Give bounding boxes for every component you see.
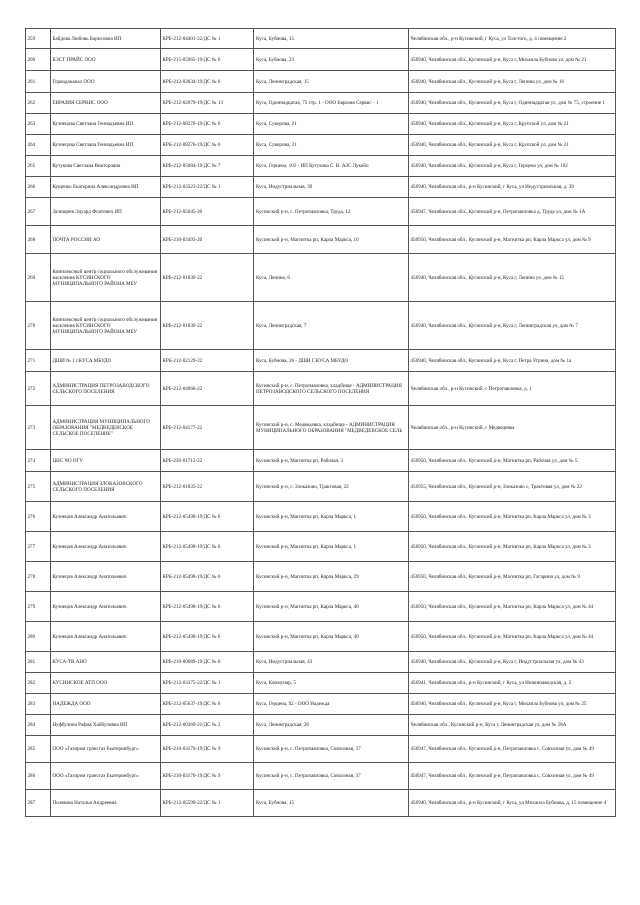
- table-row: [26, 114, 616, 135]
- row-number-cell: 279: [26, 592, 51, 622]
- registry-code-cell: КРБ-212-02129-22: [161, 350, 254, 372]
- registry-code-cell: КРБ-212-03323-22/ДС № 1: [161, 177, 254, 198]
- organization-name-cell: ООО «Газпром трансгаз Екатеринбург»: [51, 763, 161, 790]
- row-number-cell: 271: [26, 350, 51, 372]
- table-row: [26, 406, 616, 450]
- organization-name-cell: Горводоканал ООО: [51, 71, 161, 93]
- registry-code-cell: КРБ-210-03170-19/ДС № 9: [161, 736, 254, 763]
- registry-code-cell: КРБ-212-02634-19/ДС № 6: [161, 71, 254, 93]
- legal-address-cell: 456940, Челябинская обл., Кусинский р-н, Куса г, Индустриальная ул, дом № 43: [409, 652, 616, 673]
- legal-address-cell: 456940, Челябинская обл., Кусинский р-н, Куса г, Петра Угрина, дом № 1а: [409, 350, 616, 372]
- object-address-cell: Кусинский р-н, с. Петропавловка, Совхозная, 37: [254, 736, 409, 763]
- organization-name-cell: ДШИ № 1 г.КУСА МБУДО: [51, 350, 161, 372]
- table-row: [26, 450, 616, 472]
- registry-code-cell: КРБ-212-05498-19/ДС № 6: [161, 532, 254, 562]
- registry-code-cell: КРБ-212-05498-19/ДС № 6: [161, 562, 254, 592]
- organization-name-cell: ПОЧТА РОССИИ АО: [51, 226, 161, 254]
- object-address-cell: Куса, Ленинградская, 15: [254, 71, 409, 93]
- organization-name-cell: ООО «Газпром трансгаз Екатеринбург»: [51, 736, 161, 763]
- legal-address-cell: 456940, Челябинская обл., Кусинский р-н, Куса г, Герцена ул, дом № 102: [409, 156, 616, 177]
- row-number-cell: 284: [26, 715, 51, 736]
- legal-address-cell: 456940, Челябинская обл., Кусинский р-н, Куса г, Михаила Бубнова ул, дом № 21: [409, 49, 616, 71]
- legal-address-cell: 456940, Челябинская обл., Кусинский р-н, Куса г, Ленина ул, дом № 16: [409, 71, 616, 93]
- organization-name-cell: АДМИНИСТРАЦИЯ ЗЛОКАЗОВСКОГО СЕЛЬСКОГО ПОСЕЛЕНИЯ: [51, 472, 161, 502]
- legal-address-cell: 456947, Челябинская обл., Кусинский р-н, Петропавловка д, Труда ул, дом № 1А: [409, 198, 616, 226]
- table-row: [26, 226, 616, 254]
- object-address-cell: Куса, Бубнова, 23: [254, 49, 409, 71]
- row-number-cell: 270: [26, 302, 51, 350]
- legal-address-cell: 456940, Челябинская обл., р-н Кусинский, г Куса, ул Индустриальная, д. 39: [409, 177, 616, 198]
- object-address-cell: Куса, Ленинградская, 7: [254, 302, 409, 350]
- registry-code-cell: КРБ-212-05599-22/ДС № 1: [161, 790, 254, 817]
- organization-name-cell: АДМИНИСТРАЦИЯ МУНИЦИПАЛЬНОГО ОБРАЗОВАНИЯ "МЕДВЕДЕВСКОЕ СЕЛЬСКОЕ ПОСЕЛЕНИЕ": [51, 406, 161, 450]
- row-number-cell: 265: [26, 156, 51, 177]
- registry-code-cell: КРБ-212-04177-22: [161, 406, 254, 450]
- legal-address-cell: 456940, Челябинская обл., Кусинский р-н, Куса г, Крупской ул, дом № 21: [409, 135, 616, 156]
- object-address-cell: Кусинский р-н, Магнитка рп, Карла Маркса, 1: [254, 502, 409, 532]
- registry-code-cell: КРБ-212-08276-19/ДС № 6: [161, 114, 254, 135]
- table-row: [26, 29, 616, 49]
- object-address-cell: Куса, Ленинградская, 26: [254, 715, 409, 736]
- registry-code-cell: КРБ-210-00689-19/ДС № 6: [161, 652, 254, 673]
- object-address-cell: Куса, Герцена, 102 - ИП Кутукова С. В. АЗС Лукойл: [254, 156, 409, 177]
- table-row: [26, 673, 616, 694]
- registry-code-cell: КРБ-212-04401-22/ДС № 1: [161, 29, 254, 49]
- row-number-cell: 261: [26, 71, 51, 93]
- registry-table: [25, 28, 616, 817]
- row-number-cell: 273: [26, 406, 51, 450]
- object-address-cell: Куса, Коммунар, 5: [254, 673, 409, 694]
- table-row: [26, 156, 616, 177]
- table-row: [26, 592, 616, 622]
- legal-address-cell: 456950, Челябинская обл., Кусинский р-н, Магнитка рп, Карла Маркса ул, дом № 3: [409, 532, 616, 562]
- organization-name-cell: Кутукова Светлана Викторовна: [51, 156, 161, 177]
- organization-name-cell: Полякова Наталья Андреевна: [51, 790, 161, 817]
- object-address-cell: Куса, Герцена, 92 - ООО Надежда: [254, 694, 409, 715]
- object-address-cell: Куса, Бубнова, 15: [254, 29, 409, 49]
- row-number-cell: 275: [26, 472, 51, 502]
- organization-name-cell: Кузнецова Светлана Геннадьевна ИП: [51, 114, 161, 135]
- object-address-cell: Куса, Ленина, 6: [254, 254, 409, 302]
- legal-address-cell: Челябинская обл., р-н Кусинский, с Петропавловка, д. 1: [409, 372, 616, 406]
- object-address-cell: Кусинский р-н, с. Петропавловка, Труда, 12: [254, 198, 409, 226]
- organization-name-cell: Кузнецов Александр Анатольевич: [51, 622, 161, 652]
- registry-code-cell: КРБ-212-05045-20: [161, 198, 254, 226]
- table-row: [26, 652, 616, 673]
- table-row: [26, 372, 616, 406]
- table-row: [26, 302, 616, 350]
- row-number-cell: 277: [26, 532, 51, 562]
- table-row: [26, 198, 616, 226]
- row-number-cell: 281: [26, 652, 51, 673]
- object-address-cell: Куса, Одиннадцатая, 75 стр. 1 - ООО Евразия Сервис - 1: [254, 93, 409, 114]
- organization-name-cell: АДМИНИСТРАЦИЯ ПЕТРОЗАВОДСКОГО СЕЛЬСКОГО ПОСЕЛЕНИЯ: [51, 372, 161, 406]
- row-number-cell: 283: [26, 694, 51, 715]
- table-row: [26, 763, 616, 790]
- legal-address-cell: 456941, Челябинская обл., р-н Кусинский, г Куса, ул Нижнезаводская, д. 2: [409, 673, 616, 694]
- table-row: [26, 694, 616, 715]
- legal-address-cell: 456950, Челябинская обл., Кусинский р-н, Магнитка рп, Рабочая ул, дом № 5: [409, 450, 616, 472]
- object-address-cell: Кусинский р-н, Магнитка рп, Рабочая, 3: [254, 450, 409, 472]
- legal-address-cell: 456947, Челябинская обл., Кусинский р-н, Петропавловка с, Совхозная ул, дом № 49: [409, 736, 616, 763]
- row-number-cell: 280: [26, 622, 51, 652]
- registry-code-cell: КРБ-212-01835-22: [161, 472, 254, 502]
- legal-address-cell: 456947, Челябинская обл., Кусинский р-н, Петропавловка с, Совхозная ул, дом № 49: [409, 763, 616, 790]
- row-number-cell: 266: [26, 177, 51, 198]
- legal-address-cell: Челябинская обл., р-н Кусинский, с Медведевка: [409, 406, 616, 450]
- table-row: [26, 562, 616, 592]
- registry-code-cell: КРБ-212-04066-22: [161, 372, 254, 406]
- object-address-cell: Кусинский р-н, с. Злоказово, Трактовая, 22: [254, 472, 409, 502]
- legal-address-cell: 456940, Челябинская обл., Кусинский р-н, Куса г, Михаила Бубнова ул, дом № 25: [409, 694, 616, 715]
- table-row: [26, 254, 616, 302]
- organization-name-cell: Байдова Любовь Борисовна ИП: [51, 29, 161, 49]
- legal-address-cell: 456940, Челябинская обл., Кусинский р-н, Куса г, Одиннадцатая ул, дом № 75, строение 1: [409, 93, 616, 114]
- row-number-cell: 285: [26, 736, 51, 763]
- organization-name-cell: КУСИНСКОЕ АТП ООО: [51, 673, 161, 694]
- organization-name-cell: ЕВРАЗИЯ СЕРВИС ООО: [51, 93, 161, 114]
- object-address-cell: Куса, Суворова, 21: [254, 135, 409, 156]
- table-row: [26, 502, 616, 532]
- row-number-cell: 263: [26, 114, 51, 135]
- registry-code-cell: КРБ-212-01830-22: [161, 254, 254, 302]
- table-row: [26, 93, 616, 114]
- organization-name-cell: Кузнецов Александр Анатольевич: [51, 502, 161, 532]
- row-number-cell: 262: [26, 93, 51, 114]
- row-number-cell: 278: [26, 562, 51, 592]
- legal-address-cell: 456940, Челябинская обл., Кусинский р-н, Куса г, Крупской ул, дом № 21: [409, 114, 616, 135]
- registry-code-cell: КРБ-212-05498-19/ДС № 6: [161, 502, 254, 532]
- table-row: [26, 135, 616, 156]
- table-row: [26, 622, 616, 652]
- object-address-cell: Кусинский р-н, Магнитка рп, Карла Маркса, 10: [254, 226, 409, 254]
- organization-name-cell: Кузнецов Александр Анатольевич: [51, 562, 161, 592]
- row-number-cell: 287: [26, 790, 51, 817]
- row-number-cell: 260: [26, 49, 51, 71]
- organization-name-cell: Кущенко Екатерина Александровна ИП: [51, 177, 161, 198]
- registry-code-cell: КРБ-212-00369-21/ДС № 2: [161, 715, 254, 736]
- legal-address-cell: 456950, Челябинская обл., Кусинский р-н, Магнитка рп, Карла Маркса ул, дом № 44: [409, 622, 616, 652]
- row-number-cell: 259: [26, 29, 51, 49]
- legal-address-cell: 456950, Челябинская обл., Кусинский р-н, Магнитка рп, Гагарина ул, дом № 9: [409, 562, 616, 592]
- object-address-cell: Кусинский р-н, с. Петропавловка, Совхозная, 37: [254, 763, 409, 790]
- organization-name-cell: Комплексный центр социального обслуживания населения КУСИНСКОГО МУНИЦИПАЛЬНОГО РАЙОНА МБУ: [51, 302, 161, 350]
- table-row: [26, 71, 616, 93]
- legal-address-cell: 456940, Челябинская обл., Кусинский р-н, Куса г, Ленина ул, дом № 15: [409, 254, 616, 302]
- table-row: [26, 715, 616, 736]
- registry-rows: [26, 29, 616, 817]
- row-number-cell: 282: [26, 673, 51, 694]
- object-address-cell: Куса, Суворова, 21: [254, 114, 409, 135]
- registry-code-cell: КРБ-212-05498-19/ДС № 6: [161, 622, 254, 652]
- organization-name-cell: Нуфбулина Рафия Хайбуловна ИП: [51, 715, 161, 736]
- row-number-cell: 276: [26, 502, 51, 532]
- registry-code-cell: КРБ-212-08276-19/ДС № 6: [161, 135, 254, 156]
- legal-address-cell: 456950, Челябинская обл., Кусинский р-н, Магнитка рп, Карла Маркса ул, дом № 44: [409, 592, 616, 622]
- object-address-cell: Куса, Бубнова, 15: [254, 790, 409, 817]
- object-address-cell: Куса, Бубнова, 26 - ДШИ Г.КУСА МБУДО: [254, 350, 409, 372]
- registry-code-cell: КРБ-212-02079-19/ДС № 13: [161, 93, 254, 114]
- registry-code-cell: КРБ-212-05637-19/ДС № 6: [161, 694, 254, 715]
- organization-name-cell: КУСА-ТВ АНО: [51, 652, 161, 673]
- table-row: [26, 350, 616, 372]
- registry-code-cell: КРБ-212-01830-22: [161, 302, 254, 350]
- organization-name-cell: Кузнецов Александр Анатольевич: [51, 592, 161, 622]
- table-row: [26, 472, 616, 502]
- organization-name-cell: ЦНС ЧО ОГУ: [51, 450, 161, 472]
- object-address-cell: Куса, Индустриальная, 39: [254, 177, 409, 198]
- table-row: [26, 532, 616, 562]
- registry-code-cell: КРБ-210-03170-19/ДС № 9: [161, 763, 254, 790]
- organization-name-cell: Кузнецов Александр Анатольевич: [51, 532, 161, 562]
- organization-name-cell: НАДЕЖДА ООО: [51, 694, 161, 715]
- registry-code-cell: КРБ-212-03375-22/ДС № 1: [161, 673, 254, 694]
- legal-address-cell: Челябинская обл., р-н Кусинский, г Куса, ул Толстого, д. 4 помещение 2: [409, 29, 616, 49]
- registry-code-cell: КРБ-236-01712-22: [161, 450, 254, 472]
- object-address-cell: Кусинский р-н, Магнитка рп, Карла Маркса, 1: [254, 532, 409, 562]
- row-number-cell: 286: [26, 763, 51, 790]
- row-number-cell: 272: [26, 372, 51, 406]
- table-row: [26, 49, 616, 71]
- organization-name-cell: Комплексный центр социального обслуживания населения КУСИНСКОГО МУНИЦИПАЛЬНОГО РАЙОНА МБУ: [51, 254, 161, 302]
- legal-address-cell: 456940, Челябинская обл., р-н Кусинский, г Куса, ул Михаила Бубнова, д. 15 помещение 4: [409, 790, 616, 817]
- organization-name-cell: БЭСТ ПРАЙС ООО: [51, 49, 161, 71]
- row-number-cell: 268: [26, 226, 51, 254]
- registry-code-cell: КРБ-210-03493-20: [161, 226, 254, 254]
- table-row: [26, 790, 616, 817]
- organization-name-cell: Кузнецова Светлана Геннадьевна ИП: [51, 135, 161, 156]
- registry-code-cell: КРБ-215-05965-19/ДС № 6: [161, 49, 254, 71]
- table-row: [26, 177, 616, 198]
- registry-code-cell: КРБ-212-05084-19/ДС № 7: [161, 156, 254, 177]
- row-number-cell: 267: [26, 198, 51, 226]
- row-number-cell: 269: [26, 254, 51, 302]
- table-row: [26, 736, 616, 763]
- legal-address-cell: 456955, Челябинская обл., Кусинский р-н, Злоказово с, Трактовая ул, дом № 22: [409, 472, 616, 502]
- legal-address-cell: 456950, Челябинская обл., Кусинский р-н, Магнитка рп, Карла Маркса ул, дом № 3: [409, 502, 616, 532]
- object-address-cell: Кусинский р-н, Магнитка рп, Карла Маркса, 29: [254, 562, 409, 592]
- legal-address-cell: 456950, Челябинская обл., Кусинский р-н, Магнитка рп, Карла Маркса ул, дом № 9: [409, 226, 616, 254]
- legal-address-cell: Челябинская обл., Кусинский р-н, Куса г, Ленинградская ул, дом № 28А: [409, 715, 616, 736]
- object-address-cell: Кусинский р-н, Магнитка рп, Карла Маркса, 40: [254, 622, 409, 652]
- registry-sheet: [25, 28, 615, 817]
- row-number-cell: 264: [26, 135, 51, 156]
- registry-code-cell: КРБ-212-05498-19/ДС № 6: [161, 592, 254, 622]
- legal-address-cell: 456940, Челябинская обл., Кусинский р-н, Куса г, Ленинградская ул, дом № 7: [409, 302, 616, 350]
- object-address-cell: Кусинский р-н, с. Медведевка, кладбище - АДМИНИСТРАЦИЯ МУНИЦИПАЛЬНОГО ОБРАЗОВАНИЯ "МЕДВЕДЕВСКОЕ СЕЛЬ: [254, 406, 409, 450]
- object-address-cell: Кусинский р-н, с. Петропавловка, кладбище - АДМИНИСТРАЦИЯ ПЕТРОЗАВОДСКОГО СЕЛЬСКОГО ПОСЕЛЕНИЯ: [254, 372, 409, 406]
- organization-name-cell: Залищнев Эдуард Фоатович ИП: [51, 198, 161, 226]
- object-address-cell: Куса, Индустриальная, 43: [254, 652, 409, 673]
- row-number-cell: 274: [26, 450, 51, 472]
- object-address-cell: Кусинский р-н, Магнитка рп, Карла Маркса, 40: [254, 592, 409, 622]
